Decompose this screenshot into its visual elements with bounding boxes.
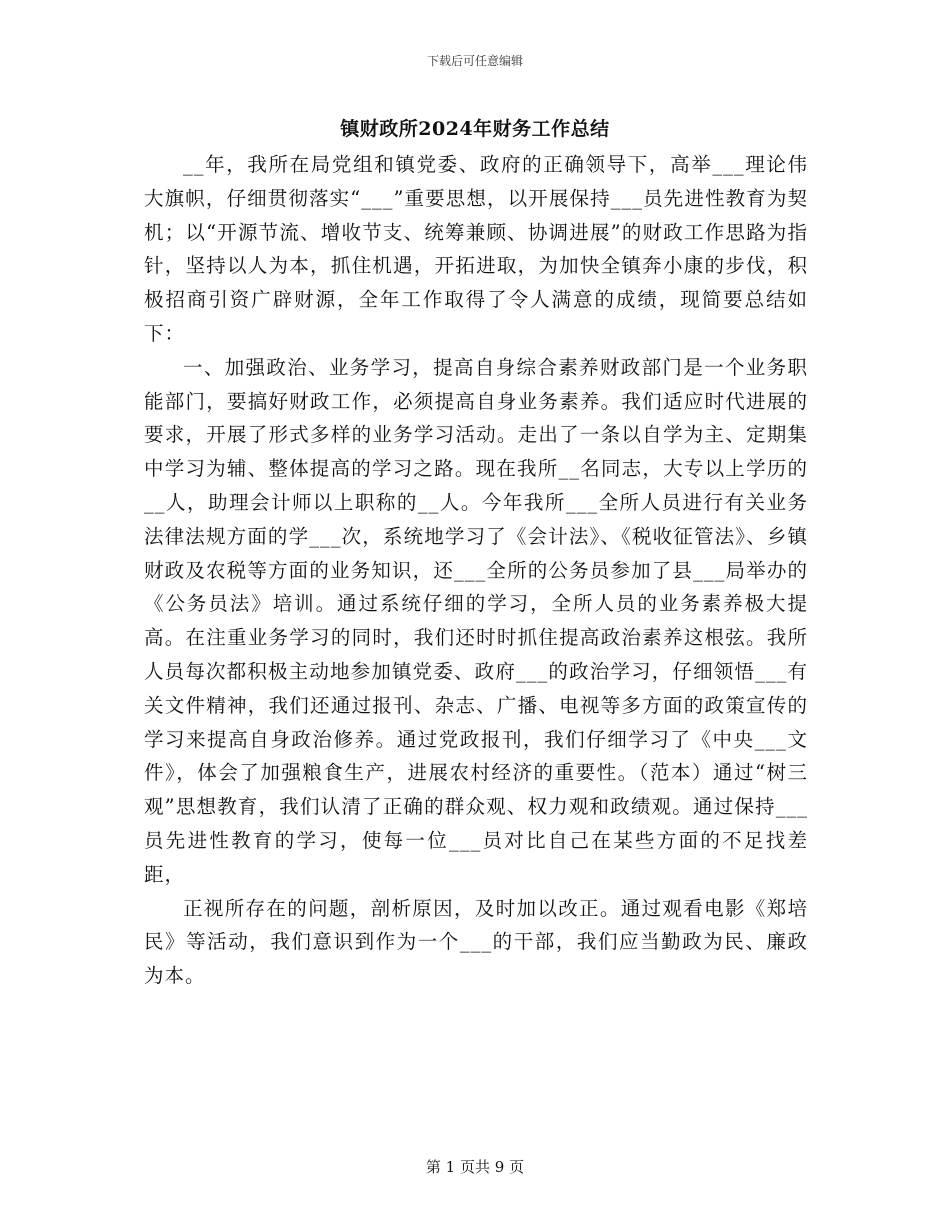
page-number: 第 1 页共 9 页 — [425, 1158, 525, 1176]
paragraph-reflection: 正视所存在的问题，剖析原因，及时加以改正。通过观看电影《郑培民》等活动，我们意识到作为一个___的干部，我们应当勤政为民、廉政为本。 — [144, 896, 808, 988]
paragraph-intro: __年，我所在局党组和镇党委、政府的正确领导下，高举___理论伟大旗帜，仔细贯彻落实“___”重要思想，以开展保持___员先进性教育为契机；以“开源节流、增收节支、统筹兼顾、协调进展”的财政工作思路为指针，坚持以人为本，抓住机遇，开拓进取，为加快全镇奔小康的步伐，积极招商引资广辟财源，全年工作取得了令人满意的成绩，现简要总结如下： — [144, 153, 808, 345]
document-title: 镇财政所2024年财务工作总结 — [340, 118, 610, 140]
header-note: 下载后可任意编辑 — [426, 54, 523, 68]
document-body — [144, 148, 808, 993]
paragraph-study: 一、加强政治、业务学习，提高自身综合素养财政部门是一个业务职能部门，要搞好财政工作，必须提高自身业务素养。我们适应时代进展的要求，开展了形式多样的业务学习活动。走出了一条以自学为主、定期集中学习为辅、整体提高的学习之路。现在我所__名同志，大专以上学历的__人，助理会计师以上职称的__人。今年我所___全所人员进行有关业务法律法规方面的学___次，系统地学习了《会计法》、《税收征管法》、乡镇财政及农税等方面的业务知识，还___全所的公务员参加了县___局举办的《公务员法》培训。通过系统仔细的学习，全所人员的业务素养极大提高。在注重业务学习的同时，我们还时时抓住提高政治素养这根弦。我所人员每次都积极主动地参加镇党委、政府___的政治学习，仔细领悟___有关文件精神，我们还通过报刊、杂志、广播、电视等多方面的政策宣传的学习来提高自身政治修养。通过党政报刊，我们仔细学习了《中央___文件》，体会了加强粮食生产，进展农村经济的重要性。（范本）通过“树三观”思想教育，我们认清了正确的群众观、权力观和政绩观。通过保持___员先进性教育的学习，使每一位___员对比自己在某些方面的不足找差距， — [144, 355, 808, 886]
